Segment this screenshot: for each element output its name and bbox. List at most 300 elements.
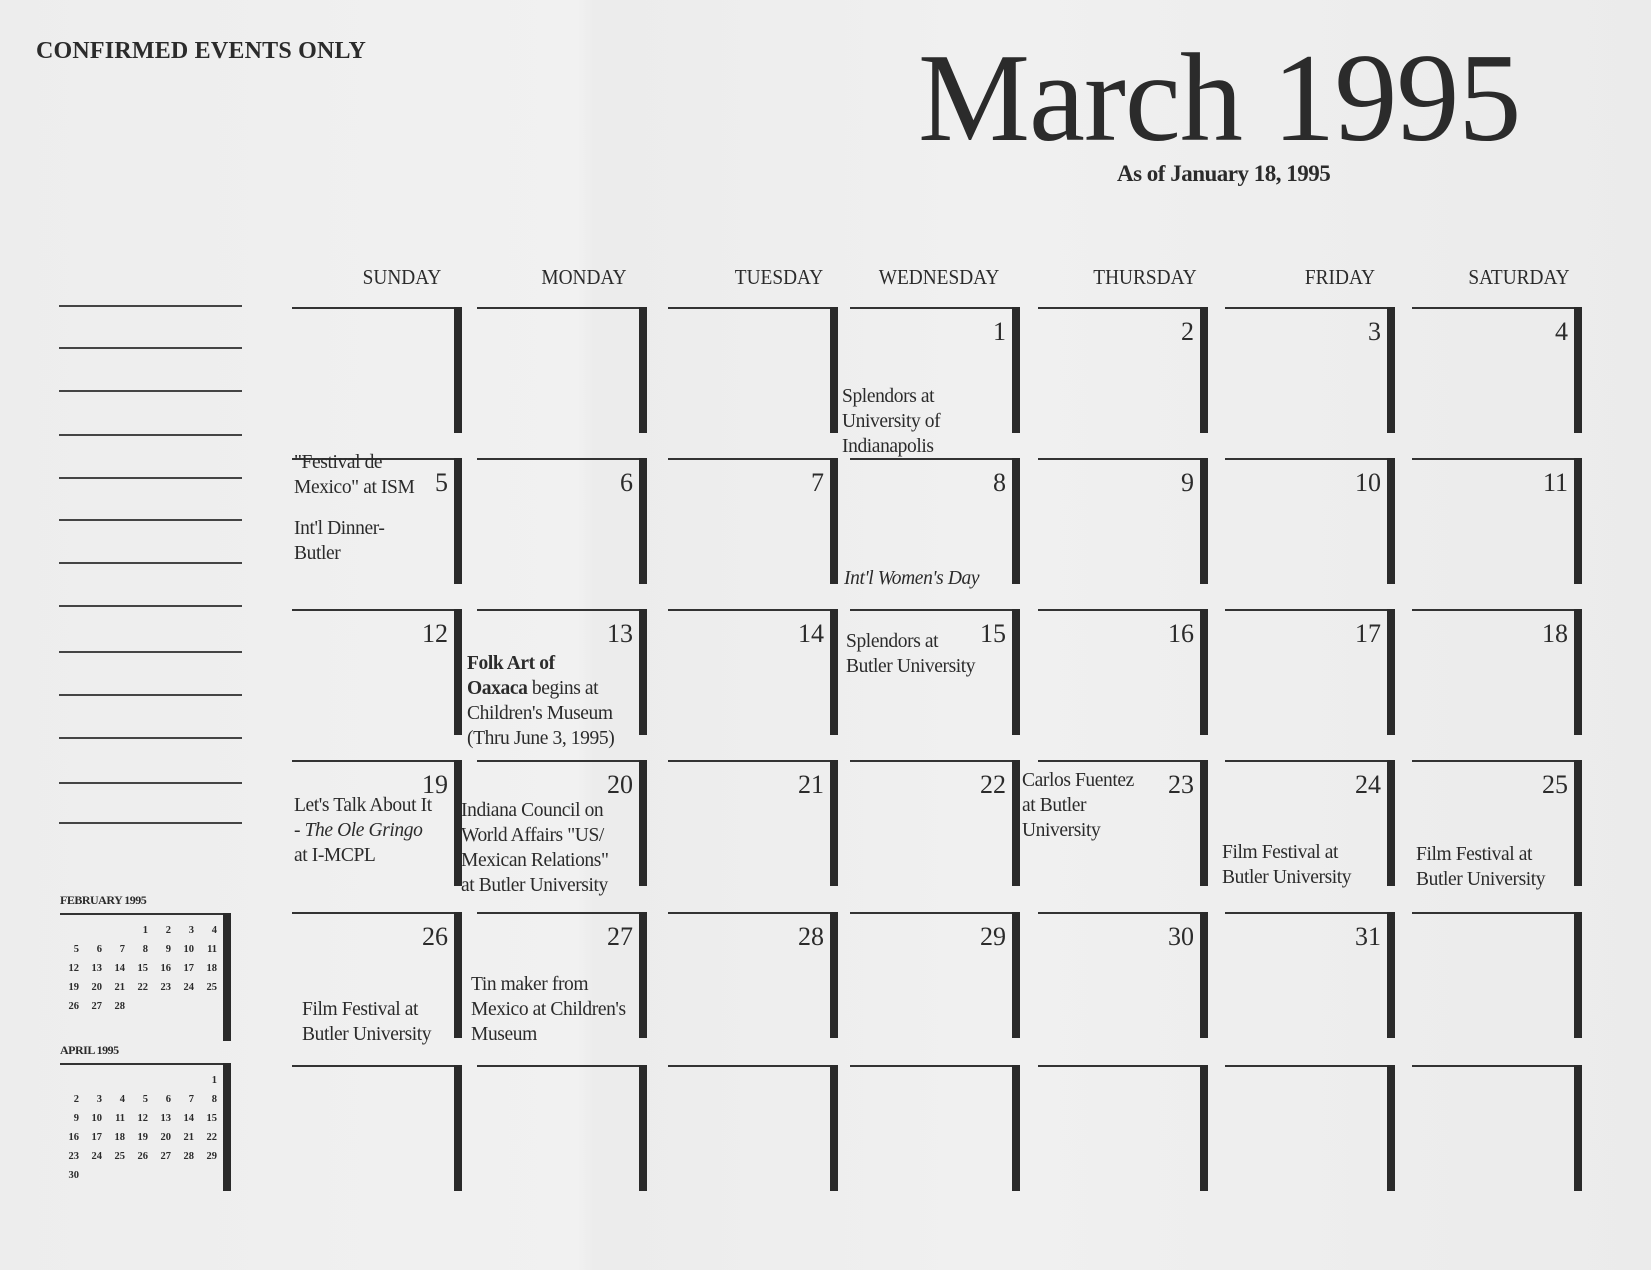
- cell-side-bar: [639, 307, 647, 433]
- day-number: 25: [1542, 770, 1568, 799]
- mini-calendar-day: 2: [165, 925, 171, 936]
- day-cell: [1412, 1065, 1582, 1191]
- event-line: Folk Art of: [467, 653, 555, 674]
- cell-top-rule: [292, 1065, 456, 1067]
- note-line: [59, 434, 242, 436]
- day-cell: [1038, 458, 1208, 584]
- cell-side-bar: [639, 760, 647, 886]
- divider: [223, 1063, 231, 1191]
- event-line: Tin maker from: [471, 974, 589, 995]
- day-cell: [1412, 609, 1582, 735]
- cell-side-bar: [1387, 1065, 1395, 1191]
- day-cell: [844, 458, 1020, 589]
- mini-calendar-day: 20: [91, 982, 102, 993]
- day-number: 30: [1168, 922, 1194, 951]
- day-number: 26: [422, 922, 448, 951]
- mini-calendar-blank: [60, 1073, 83, 1089]
- event-line: Film Festival at: [302, 999, 419, 1020]
- day-cell: [668, 307, 838, 433]
- note-line: [59, 562, 242, 564]
- mini-calendar-day: 10: [91, 1113, 102, 1124]
- day-number: 24: [1355, 770, 1381, 799]
- cell-side-bar: [1574, 458, 1582, 584]
- weekday-header-wednesday: WEDNESDAY: [878, 265, 1000, 289]
- cell-side-bar: [1200, 458, 1208, 584]
- day-cell: [1225, 1065, 1395, 1191]
- mini-calendar-day: 22: [206, 1132, 217, 1143]
- cell-side-bar: [830, 1065, 838, 1191]
- as-of-date: As of January 18, 1995: [1117, 161, 1331, 186]
- mini-calendar-day: 9: [165, 944, 171, 955]
- mini-calendar-april: [60, 1043, 235, 1193]
- mini-calendar-february: [60, 893, 235, 1043]
- event-line: Indianapolis: [842, 436, 934, 457]
- weekday-header-sunday: SUNDAY: [362, 265, 442, 289]
- event-line: Carlos Fuentez: [1022, 770, 1134, 791]
- cell-top-rule: [1412, 609, 1576, 611]
- mini-calendar-day: 29: [206, 1151, 217, 1162]
- mini-calendar-blank: [106, 1073, 129, 1089]
- page-title: March 1995: [918, 29, 1521, 168]
- mini-calendar-day: 4: [119, 1094, 125, 1105]
- day-cell: [1412, 912, 1582, 1038]
- cell-top-rule: [477, 307, 641, 309]
- day-cell: [846, 609, 1020, 735]
- cell-side-bar: [1574, 609, 1582, 735]
- mini-calendar-day: 26: [68, 1001, 79, 1012]
- cell-side-bar: [1012, 912, 1020, 1038]
- note-line: [59, 347, 242, 349]
- mini-calendar-day: 13: [91, 963, 102, 974]
- mini-calendar-day: 11: [207, 944, 217, 955]
- note-line: [59, 651, 242, 653]
- mini-calendar-title: APRIL 1995: [60, 1043, 119, 1057]
- day-number: 6: [620, 468, 633, 497]
- cell-side-bar: [1012, 760, 1020, 886]
- mini-calendar-day: 7: [119, 944, 125, 955]
- weekday-header-thursday: THURSDAY: [1093, 265, 1197, 289]
- day-cell: [668, 1065, 838, 1191]
- cell-side-bar: [830, 609, 838, 735]
- cell-side-bar: [454, 1065, 462, 1191]
- mini-calendar-blank: [129, 1073, 152, 1089]
- mini-calendar-blank: [83, 923, 106, 939]
- day-number: 28: [798, 922, 824, 951]
- cell-side-bar: [1012, 1065, 1020, 1191]
- cell-side-bar: [1200, 1065, 1208, 1191]
- event-title-bold: Oaxaca: [467, 678, 528, 699]
- day-cell: [292, 760, 462, 886]
- mini-calendar-day: 1: [142, 925, 148, 936]
- cell-top-rule: [1412, 458, 1576, 460]
- event-text: [842, 384, 940, 459]
- day-cell: [1038, 912, 1208, 1038]
- day-cell: [292, 307, 462, 433]
- day-number: 8: [993, 468, 1006, 497]
- cell-top-rule: [477, 912, 641, 914]
- event-line: Butler: [294, 543, 341, 564]
- day-cell: [477, 307, 647, 433]
- note-line: [59, 694, 242, 696]
- event-line: Indiana Council on: [461, 800, 604, 821]
- mini-calendar-day: 28: [114, 1001, 125, 1012]
- mini-calendar-day: 14: [183, 1113, 194, 1124]
- divider: [223, 913, 231, 1041]
- event-line: University: [1022, 820, 1101, 841]
- day-cell: [461, 760, 647, 896]
- mini-calendar-day: 25: [114, 1151, 125, 1162]
- event-line: Mexico at Children's: [471, 999, 626, 1020]
- event-line: Mexican Relations": [461, 850, 609, 871]
- day-cell: [1038, 609, 1208, 735]
- divider: [60, 913, 230, 915]
- mini-calendar-days: [60, 923, 221, 1015]
- note-line: [59, 782, 242, 784]
- mini-calendar-days: [60, 1073, 221, 1184]
- day-number: 17: [1355, 619, 1381, 648]
- event-line: [294, 500, 414, 516]
- cell-top-rule: [668, 760, 832, 762]
- day-cell: [1225, 912, 1395, 1038]
- cell-side-bar: [830, 912, 838, 1038]
- day-cell: [1412, 760, 1582, 890]
- cell-side-bar: [1200, 609, 1208, 735]
- event-text: [844, 566, 979, 591]
- day-number: 10: [1355, 468, 1381, 497]
- cell-side-bar: [1387, 912, 1395, 1038]
- mini-calendar-day: 6: [165, 1094, 171, 1105]
- day-number: 9: [1181, 468, 1194, 497]
- cell-top-rule: [850, 609, 1014, 611]
- event-line: Film Festival at: [1416, 844, 1533, 865]
- mini-calendar-day: 2: [73, 1094, 79, 1105]
- day-cell: [477, 1065, 647, 1191]
- cell-side-bar: [830, 760, 838, 886]
- day-cell: [1412, 458, 1582, 584]
- weekday-header-tuesday: TUESDAY: [734, 265, 824, 289]
- day-number: 23: [1168, 770, 1194, 799]
- cell-top-rule: [850, 912, 1014, 914]
- event-line: - The Ole Gringo: [294, 820, 423, 841]
- event-line: at Butler: [1022, 795, 1087, 816]
- note-line: [59, 737, 242, 739]
- mini-calendar-day: 25: [206, 982, 217, 993]
- day-cell: [668, 609, 838, 735]
- day-cell: [850, 912, 1020, 1038]
- cell-top-rule: [668, 458, 832, 460]
- cell-side-bar: [454, 912, 462, 1038]
- mini-calendar-day: 14: [114, 963, 125, 974]
- mini-calendar-day: 18: [114, 1132, 125, 1143]
- cell-side-bar: [454, 458, 462, 584]
- day-cell: [668, 458, 838, 584]
- mini-calendar-title: FEBRUARY 1995: [60, 893, 147, 907]
- day-number: 20: [607, 770, 633, 799]
- day-number: 13: [607, 619, 633, 648]
- day-cell: [1038, 307, 1208, 433]
- cell-side-bar: [1387, 307, 1395, 433]
- day-cell: [1222, 760, 1395, 888]
- cell-top-rule: [1225, 912, 1389, 914]
- cell-top-rule: [668, 307, 832, 309]
- note-line: [59, 605, 242, 607]
- event-line: (Thru June 3, 1995): [467, 728, 615, 749]
- cell-top-rule: [850, 760, 1014, 762]
- mini-calendar-day: 19: [137, 1132, 148, 1143]
- cell-top-rule: [477, 1065, 641, 1067]
- mini-calendar-day: 27: [91, 1001, 102, 1012]
- mini-calendar-blank: [175, 1073, 198, 1089]
- cell-side-bar: [1200, 912, 1208, 1038]
- mini-calendar-day: 12: [137, 1113, 148, 1124]
- cell-top-rule: [1225, 307, 1389, 309]
- day-cell: [1225, 307, 1395, 433]
- confirmed-events-note: CONFIRMED EVENTS ONLY: [36, 38, 367, 64]
- event-line: Splendors at: [842, 386, 935, 407]
- mini-calendar-blank: [106, 923, 129, 939]
- cell-top-rule: [477, 458, 641, 460]
- event-line: Butler University: [1416, 869, 1546, 890]
- cell-top-rule: [1412, 1065, 1576, 1067]
- mini-calendar-day: 23: [68, 1151, 79, 1162]
- day-number: 12: [422, 619, 448, 648]
- day-cell: [668, 760, 838, 886]
- day-number: 18: [1542, 619, 1568, 648]
- event-text: [1022, 768, 1134, 843]
- day-number: 4: [1555, 317, 1568, 346]
- cell-side-bar: [1574, 760, 1582, 886]
- weekday-header-friday: FRIDAY: [1304, 265, 1376, 289]
- day-number: 27: [607, 922, 633, 951]
- day-cell: [850, 1065, 1020, 1191]
- cell-top-rule: [1038, 307, 1202, 309]
- cell-side-bar: [639, 912, 647, 1038]
- mini-calendar-day: 30: [68, 1170, 79, 1181]
- cell-top-rule: [477, 609, 641, 611]
- mini-calendar-day: 12: [68, 963, 79, 974]
- day-number: 29: [980, 922, 1006, 951]
- mini-calendar-day: 20: [160, 1132, 171, 1143]
- day-number: 14: [798, 619, 824, 648]
- note-line: [59, 822, 242, 824]
- cell-side-bar: [1012, 307, 1020, 433]
- event-text: [294, 793, 432, 868]
- cell-side-bar: [1200, 307, 1208, 433]
- cell-top-rule: [1225, 458, 1389, 460]
- mini-calendar-day: 22: [137, 982, 148, 993]
- cell-top-rule: [477, 760, 641, 762]
- day-number: 22: [980, 770, 1006, 799]
- mini-calendar-day: 7: [188, 1094, 194, 1105]
- day-number: 3: [1368, 317, 1381, 346]
- event-line: Mexico" at ISM: [294, 477, 415, 498]
- cell-side-bar: [1574, 912, 1582, 1038]
- day-cell: [850, 760, 1020, 886]
- mini-calendar-day: 8: [142, 944, 148, 955]
- mini-calendar-day: 8: [211, 1094, 217, 1105]
- cell-side-bar: [1574, 307, 1582, 433]
- event-line: at Butler University: [461, 875, 608, 896]
- mini-calendar-day: 24: [183, 982, 194, 993]
- cell-top-rule: [1225, 609, 1389, 611]
- cell-top-rule: [292, 760, 456, 762]
- cell-side-bar: [1200, 760, 1208, 886]
- cell-side-bar: [454, 307, 462, 433]
- mini-calendar-day: 21: [183, 1132, 194, 1143]
- event-line: Int'l Women's Day: [844, 568, 980, 589]
- event-line: Children's Museum: [467, 703, 613, 724]
- event-text: [1416, 842, 1545, 892]
- mini-calendar-day: 5: [142, 1094, 148, 1105]
- cell-side-bar: [1012, 609, 1020, 735]
- mini-calendar-day: 17: [91, 1132, 102, 1143]
- cell-side-bar: [639, 458, 647, 584]
- day-number: 31: [1355, 922, 1381, 951]
- cell-side-bar: [1012, 458, 1020, 584]
- day-cell: [842, 307, 1020, 457]
- mini-calendar-day: 15: [137, 963, 148, 974]
- day-cell: [1022, 760, 1208, 886]
- cell-top-rule: [292, 609, 456, 611]
- cell-side-bar: [454, 609, 462, 735]
- cell-top-rule: [292, 912, 456, 914]
- event-text: [294, 450, 414, 566]
- cell-side-bar: [830, 458, 838, 584]
- mini-calendar-day: 1: [211, 1075, 217, 1086]
- event-text: [302, 997, 431, 1047]
- mini-calendar-day: 18: [206, 963, 217, 974]
- cell-top-rule: [1412, 307, 1576, 309]
- cell-side-bar: [1387, 609, 1395, 735]
- cell-top-rule: [1038, 1065, 1202, 1067]
- event-text: [471, 972, 626, 1047]
- cell-top-rule: [850, 458, 1014, 460]
- event-line: University of: [842, 411, 941, 432]
- day-cell: [471, 912, 647, 1045]
- mini-calendar-day: 16: [160, 963, 171, 974]
- mini-calendar-day: 6: [96, 944, 102, 955]
- note-line: [59, 477, 242, 479]
- event-line: Let's Talk About It: [294, 795, 432, 816]
- mini-calendar-day: 13: [160, 1113, 171, 1124]
- mini-calendar-day: 23: [160, 982, 171, 993]
- cell-top-rule: [850, 307, 1014, 309]
- event-line: Int'l Dinner-: [294, 518, 385, 539]
- mini-calendar-day: 21: [114, 982, 125, 993]
- day-cell: [292, 912, 462, 1045]
- event-text: [461, 798, 609, 898]
- day-cell: [1225, 609, 1395, 735]
- mini-calendar-day: 19: [68, 982, 79, 993]
- event-line: Butler University: [846, 656, 976, 677]
- cell-top-rule: [1412, 760, 1576, 762]
- day-number: 15: [980, 619, 1006, 648]
- cell-top-rule: [1225, 1065, 1389, 1067]
- event-line: Museum: [471, 1024, 537, 1045]
- mini-calendar-day: 26: [137, 1151, 148, 1162]
- mini-calendar-day: 4: [211, 925, 217, 936]
- mini-calendar-day: 16: [68, 1132, 79, 1143]
- note-line: [59, 519, 242, 521]
- divider: [60, 1063, 230, 1065]
- note-line: [59, 305, 242, 307]
- day-number: 21: [798, 770, 824, 799]
- day-cell: [1225, 458, 1395, 584]
- day-cell: [292, 1065, 462, 1191]
- day-cell: [1412, 307, 1582, 433]
- event-line: Oaxaca begins at: [467, 678, 599, 699]
- mini-calendar-day: 3: [96, 1094, 102, 1105]
- event-line: Butler University: [302, 1024, 432, 1045]
- day-number: 16: [1168, 619, 1194, 648]
- event-text: [467, 651, 614, 751]
- mini-calendar-blank: [83, 1073, 106, 1089]
- event-title-italic: The Ole Gringo: [304, 820, 423, 841]
- mini-calendar-day: 15: [206, 1113, 217, 1124]
- event-text: [846, 629, 975, 679]
- mini-calendar-blank: [152, 1073, 175, 1089]
- day-number: 19: [422, 770, 448, 799]
- day-cell: [1038, 1065, 1208, 1191]
- mini-calendar-day: 11: [115, 1113, 125, 1124]
- cell-top-rule: [850, 1065, 1014, 1067]
- weekday-header-saturday: SATURDAY: [1468, 265, 1570, 289]
- cell-top-rule: [668, 912, 832, 914]
- cell-top-rule: [668, 609, 832, 611]
- cell-side-bar: [1387, 458, 1395, 584]
- cell-top-rule: [1225, 760, 1389, 762]
- mini-calendar-day: 5: [73, 944, 79, 955]
- cell-top-rule: [1038, 609, 1202, 611]
- weekday-header-monday: MONDAY: [541, 265, 627, 289]
- cell-top-rule: [1038, 458, 1202, 460]
- cell-side-bar: [639, 609, 647, 735]
- event-text: [1222, 840, 1351, 890]
- mini-calendar-day: 27: [160, 1151, 171, 1162]
- event-line: Film Festival at: [1222, 842, 1339, 863]
- mini-calendar-day: 9: [73, 1113, 79, 1124]
- cell-top-rule: [1412, 912, 1576, 914]
- day-number: 2: [1181, 317, 1194, 346]
- event-line: Butler University: [1222, 867, 1352, 888]
- day-cell: [477, 458, 647, 584]
- event-line: Splendors at: [846, 631, 939, 652]
- cell-side-bar: [830, 307, 838, 433]
- cell-top-rule: [292, 307, 456, 309]
- event-line: World Affairs "US/: [461, 825, 604, 846]
- day-number: 11: [1542, 468, 1568, 497]
- day-cell: [668, 912, 838, 1038]
- mini-calendar-day: 3: [188, 925, 194, 936]
- cell-top-rule: [668, 1065, 832, 1067]
- day-cell: [467, 609, 647, 749]
- cell-top-rule: [1038, 912, 1202, 914]
- mini-calendar-day: 24: [91, 1151, 102, 1162]
- day-number: 5: [435, 468, 448, 497]
- mini-calendar-blank: [60, 923, 83, 939]
- event-line: "Festival de: [294, 452, 383, 473]
- day-number: 1: [993, 317, 1006, 346]
- day-cell: [292, 609, 462, 735]
- note-line: [59, 390, 242, 392]
- mini-calendar-day: 10: [183, 944, 194, 955]
- mini-calendar-day: 28: [183, 1151, 194, 1162]
- mini-calendar-day: 17: [183, 963, 194, 974]
- cell-side-bar: [639, 1065, 647, 1191]
- day-cell: [292, 452, 462, 584]
- day-number: 7: [811, 468, 824, 497]
- event-line: at I-MCPL: [294, 845, 376, 866]
